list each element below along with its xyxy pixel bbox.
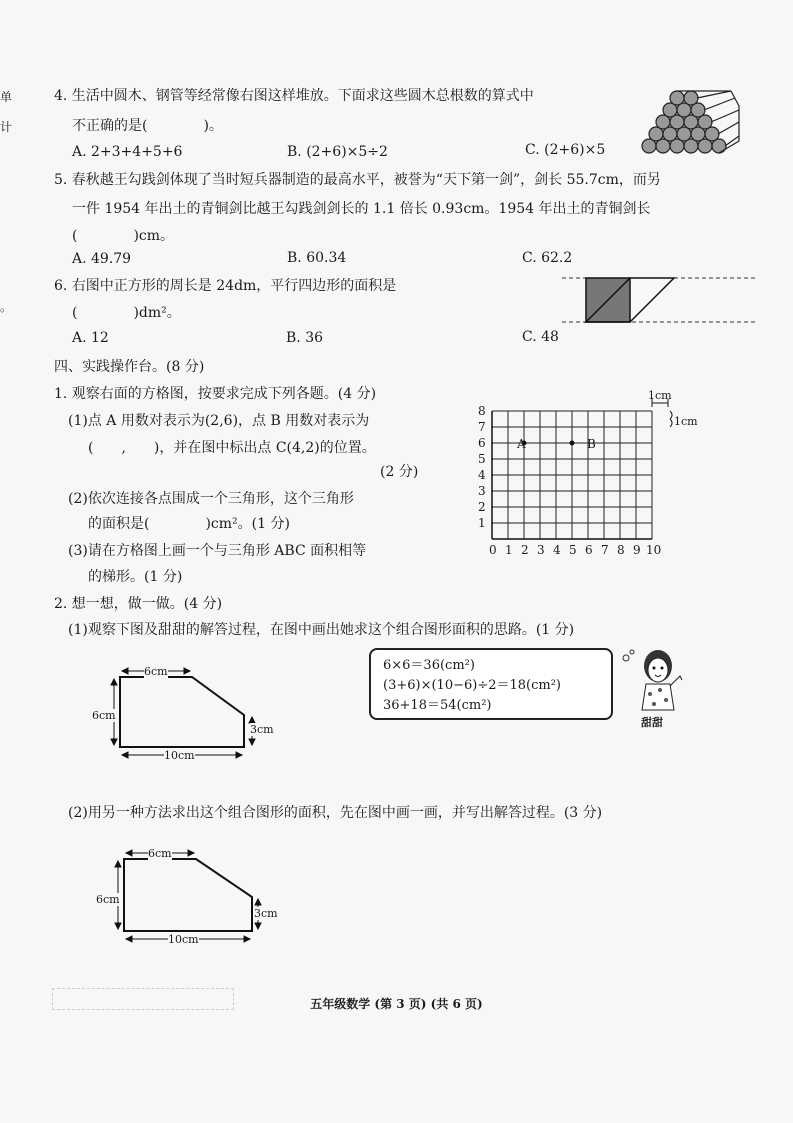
- grid-x-label: 8: [617, 543, 625, 557]
- formula-line-3: 36+18＝54(cm²): [383, 698, 492, 713]
- grid-y-label: 1: [478, 516, 486, 530]
- grid-x-label: 0: [489, 543, 497, 557]
- shape2-left-label: 6cm: [96, 893, 120, 906]
- log-pile-image: [635, 86, 745, 154]
- grid-x-label: 2: [521, 543, 529, 557]
- q6-option-a: A. 12: [72, 330, 109, 346]
- bleed-mark-2: 计: [0, 120, 13, 134]
- grid-x-label: 6: [585, 543, 593, 557]
- girl-name-label: 甜甜: [641, 716, 663, 729]
- s4-p1-a1: (1)点 A 用数对表示为(2,6)，点 B 用数对表示为: [68, 413, 370, 429]
- s4-p1-a3: (2 分): [380, 464, 419, 480]
- shape1-top-label: 6cm: [144, 665, 168, 678]
- point-a-label: A: [517, 437, 526, 451]
- grid-unit-top: 1cm: [648, 389, 672, 402]
- formula-box: [369, 648, 613, 720]
- q5-option-c: C. 62.2: [522, 250, 573, 266]
- grid-x-label: 3: [537, 543, 545, 557]
- page-footer: 五年级数学 (第 3 页) (共 6 页): [310, 997, 483, 1011]
- grid-x-label: 9: [633, 543, 641, 557]
- shape2-top-label: 6cm: [148, 847, 172, 860]
- grid-x-label: 10: [646, 543, 662, 557]
- s4-p2-q2: (2)用另一种方法求出这个组合图形的面积，先在图中画一画，并写出解答过程。(3 分): [68, 805, 603, 821]
- shape2-bottom-label: 10cm: [168, 933, 199, 946]
- q4-option-b: B. (2+6)×5÷2: [287, 144, 388, 160]
- q6-option-c: C. 48: [522, 329, 559, 345]
- s4-p2-intro: 2. 想一想，做一做。(4 分): [54, 596, 223, 612]
- composite-shape-2[interactable]: [96, 847, 296, 947]
- s4-p1-c2: 的梯形。(1 分): [88, 569, 183, 585]
- q4-option-a: A. 2+3+4+5+6: [72, 144, 183, 160]
- q6-option-b: B. 36: [286, 330, 324, 346]
- composite-shape-1[interactable]: [92, 665, 292, 765]
- shape1-right-label: 3cm: [250, 723, 274, 736]
- s4-p1-a2: ( , )，并在图中标出点 C(4,2)的位置。: [88, 440, 376, 456]
- grid-y-label: 8: [478, 404, 486, 418]
- shape2-right-label: 3cm: [254, 907, 278, 920]
- q6-line2: ( )dm²。: [72, 305, 181, 321]
- shape1-left-label: 6cm: [92, 709, 116, 722]
- grid-y-label: 4: [478, 468, 486, 482]
- grid-y-label: 5: [478, 452, 486, 466]
- shape1-bottom-label: 10cm: [164, 749, 195, 762]
- grid-x-label: 4: [553, 543, 561, 557]
- grid-x-label: 7: [601, 543, 609, 557]
- grid-y-label: 7: [478, 420, 486, 434]
- bleed-mark-1: 单: [0, 90, 13, 104]
- bleed-mark-3: 。: [0, 300, 13, 314]
- q5-line1: 5. 春秋越王勾践剑体现了当时短兵器制造的最高水平，被誉为“天下第一剑”，剑长 55.7cm，而另: [54, 172, 661, 188]
- point-b-label: B: [587, 437, 596, 451]
- s4-p1-c1: (3)请在方格图上画一个与三角形 ABC 面积相等: [68, 543, 367, 559]
- grid-unit-side: 1cm: [674, 415, 698, 428]
- q4-line2: 不正确的是( )。: [72, 118, 223, 134]
- q4-line1: 4. 生活中圆木、钢管等经常像右图这样堆放。下面求这些圆木总根数的算式中: [54, 88, 534, 104]
- q5-line2: 一件 1954 年出土的青铜剑比越王勾践剑剑长的 1.1 倍长 0.93cm。1954 年出土的青铜剑长: [72, 201, 651, 217]
- s4-p2-q1: (1)观察下图及甜甜的解答过程，在图中画出她求这个组合图形面积的思路。(1 分): [68, 622, 575, 638]
- grid-y-label: 2: [478, 500, 486, 514]
- s4-p1-b1: (2)依次连接各点围成一个三角形，这个三角形: [68, 491, 354, 507]
- q5-line3: ( )cm。: [72, 228, 175, 244]
- coordinate-grid[interactable]: [470, 389, 710, 565]
- point-b-dot: [570, 441, 575, 446]
- grid-y-label: 6: [478, 436, 486, 450]
- q5-option-a: A. 49.79: [72, 251, 132, 267]
- s4-p1-intro: 1. 观察右面的方格图，按要求完成下列各题。(4 分): [54, 386, 377, 402]
- grid-x-label: 5: [569, 543, 577, 557]
- q4-option-c: C. (2+6)×5: [525, 142, 606, 158]
- q5-option-b: B. 60.34: [287, 250, 347, 266]
- formula-line-2: (3+6)×(10−6)÷2＝18(cm²): [383, 678, 561, 693]
- square-parallelogram-figure: [560, 270, 760, 330]
- s4-p1-b2: 的面积是( )cm²。(1 分): [88, 516, 290, 532]
- grid-y-label: 3: [478, 484, 486, 498]
- grid-x-label: 1: [505, 543, 513, 557]
- formula-line-1: 6×6＝36(cm²): [383, 658, 475, 673]
- q6-line1: 6. 右图中正方形的周长是 24dm，平行四边形的面积是: [54, 278, 397, 294]
- section4-title: 四、实践操作台。(8 分): [54, 359, 205, 375]
- girl-illustration: [620, 640, 690, 720]
